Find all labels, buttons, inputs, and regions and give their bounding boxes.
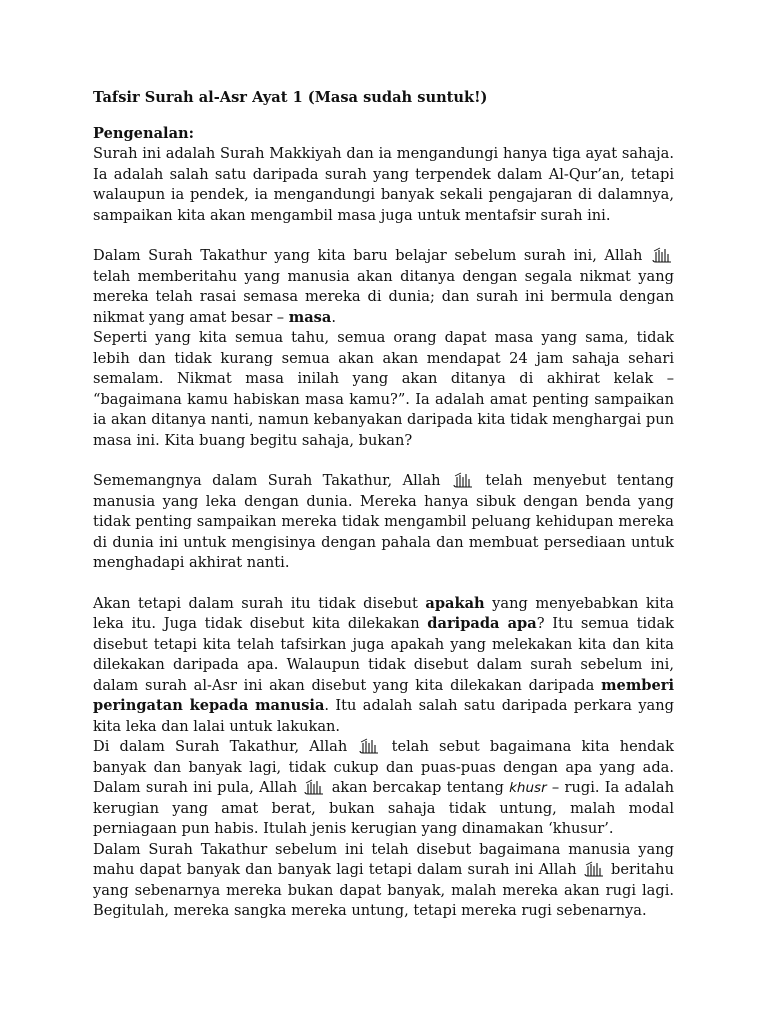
italic-khusr: khusr bbox=[509, 780, 547, 796]
swt-ligature-icon bbox=[303, 779, 325, 795]
document-title: Tafsir Surah al-Asr Ayat 1 (Masa sudah suntuk!) bbox=[93, 89, 488, 106]
bold-apakah: apakah bbox=[425, 594, 485, 612]
bold-memberi-peringatan: memberi peringatan kepada manusia bbox=[93, 676, 674, 714]
paragraph-6: Di dalam Surah Takathur, Allah telah sebut bagaimana kita hendak banyak dan banyak lagi, tidak cukup dan puas-puas dengan apa yang ada. Dalam surah ini pula, Allah akan bercakap tentang khusr – rugi. Ia adalah kerugian yang amat berat, bukan sahaja tidak untung, malah modal perniagaan pun habis. Itulah jenis kerugian yang dinamakan ‘khusur’. bbox=[93, 738, 675, 837]
swt-ligature-icon bbox=[651, 247, 673, 263]
paragraph-2: Dalam Surah Takathur yang kita baru belajar sebelum surah ini, Allah telah memberitahu yang manusia akan ditanya dengan segala nikmat yang mereka telah rasai semasa mereka di dunia; dan surah ini bermula dengan nikmat yang amat besar – masa. bbox=[93, 247, 674, 326]
paragraph-5: Akan tetapi dalam surah itu tidak disebut apakah yang menyebabkan kita leka itu. Juga tidak disebut kita dilekakan daripada apa? Itu semua tidak disebut tetapi kita telah tafsirkan juga apakah yang melekakan kita dan kita dilekakan daripada apa. Walaupun tidak disebut dalam surah sebelum ini, dalam surah al-Asr ini akan disebut yang kita dilekakan daripada memberi peringatan kepada manusia. Itu adalah salah satu daripada perkara yang kita leka dan lalai untuk lakukan. bbox=[93, 594, 675, 735]
paragraph-1: Surah ini adalah Surah Makkiyah dan ia mengandungi hanya tiga ayat sahaja. Ia adalah salah satu daripada surah yang terpendek dalam Al-Qur’an, tetapi walaupun ia pendek, ia mengandungi banyak sekali pengajaran di dalamnya, sampaikan kita akan mengambil masa juga untuk mentafsir surah ini. bbox=[93, 145, 674, 224]
swt-ligature-icon bbox=[452, 472, 474, 488]
paragraph-3: Seperti yang kita semua tahu, semua orang dapat masa yang sama, tidak lebih dan tidak kurang semua akan akan mendapat 24 jam sahaja sehari semalam. Nikmat masa inilah yang akan ditanya di akhirat kelak – “bagaimana kamu habiskan masa kamu?”. Ia adalah amat penting sampaikan ia akan ditanya nanti, namun kebanyakan daripada kita tidak menghargai pun masa ini. Kita buang begitu sahaja, bukan? bbox=[93, 329, 674, 449]
document-page bbox=[93, 88, 674, 922]
intro-heading: Pengenalan: bbox=[93, 124, 195, 142]
swt-ligature-icon bbox=[583, 861, 605, 877]
bold-daripada-apa: daripada apa bbox=[427, 615, 537, 632]
bold-masa: masa bbox=[288, 308, 332, 326]
swt-ligature-icon bbox=[358, 738, 380, 754]
paragraph-7: Dalam Surah Takathur sebelum ini telah disebut bagaimana manusia yang mahu dapat banyak dan banyak lagi tetapi dalam surah ini Allah beritahu yang sebenarnya mereka bukan dapat banyak, malah mereka akan rugi lagi. Begitulah, mereka sangka mereka untung, tetapi mereka rugi sebenarnya. bbox=[93, 840, 674, 919]
paragraph-4: Sememangnya dalam Surah Takathur, Allah telah menyebut tentang manusia yang leka dengan dunia. Mereka hanya sibuk dengan benda yang tidak penting sampaikan mereka tidak mengambil peluang kehidupan mereka di dunia ini untuk mengisinya dengan pahala dan membuat persediaan untuk menghadapi akhirat nanti. bbox=[93, 472, 674, 571]
